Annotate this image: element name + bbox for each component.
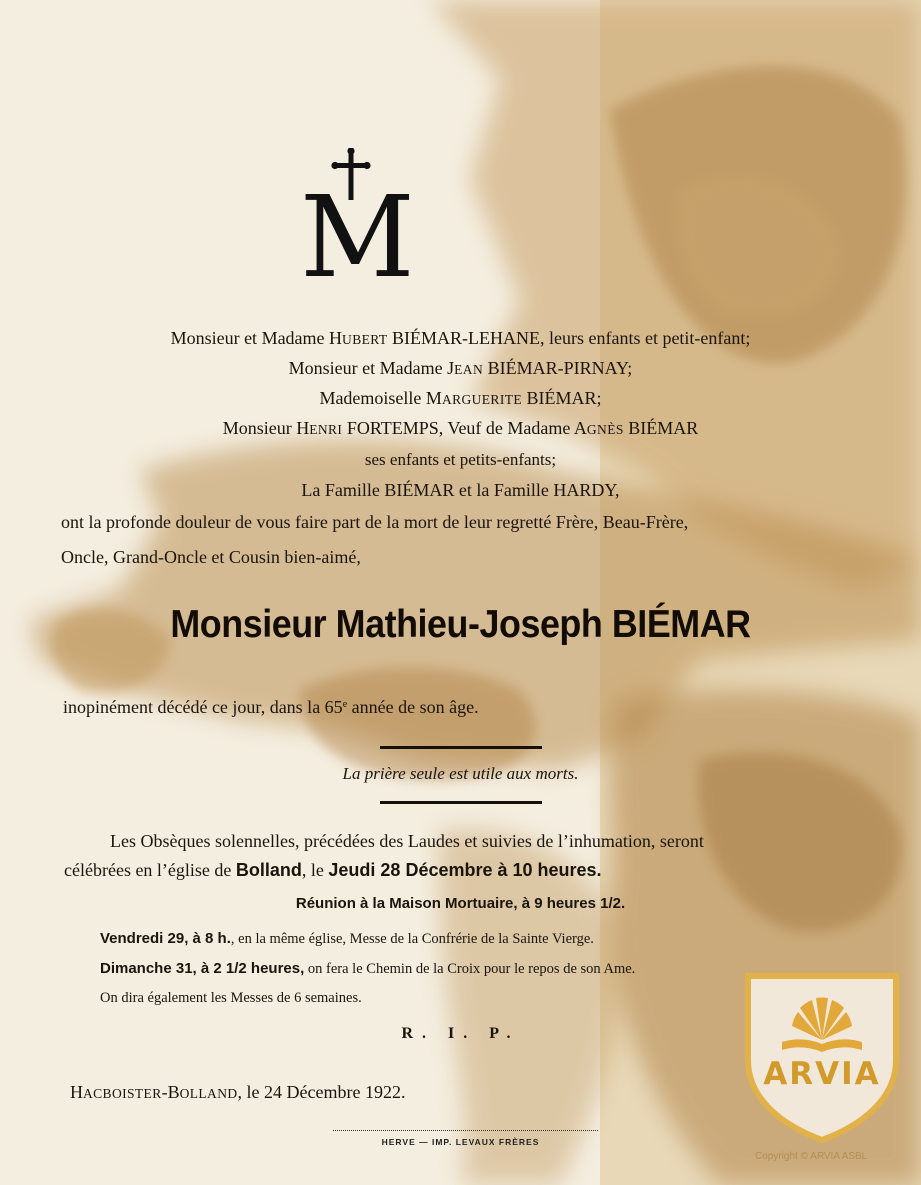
- family-line-4: Monsieur HENRI FORTEMPS, Veuf de Madame AGNÈS BIÉMAR: [222, 418, 699, 438]
- announcement-line-2: Oncle, Grand-Oncle et Cousin bien-aimé,: [61, 547, 361, 567]
- reunion-line: Réunion à la Maison Mortuaire, à 9 heures 1/2.: [295, 895, 626, 912]
- rule-top: [380, 746, 542, 749]
- monogram-letter: M: [300, 173, 415, 303]
- rule-bottom: [380, 801, 542, 804]
- funeral-line-1: Les Obsèques solennelles, précédées des Laudes et suivies de l’inhumation, seront: [110, 831, 704, 851]
- children-line: ses enfants et petits-enfants;: [364, 450, 557, 469]
- printer-divider: [333, 1130, 598, 1131]
- prayer-line: La prière seule est utile aux morts.: [342, 764, 579, 783]
- logo-text: ARVIA: [763, 1056, 881, 1092]
- funeral-line-2: célébrées en l’église de Bolland, le Jeudi 28 Décembre à 10 heures.: [64, 860, 602, 880]
- rip-line: R. I. P.: [401, 1025, 520, 1042]
- announcement-line-1: ont la profonde douleur de vous faire part de la mort de leur regretté Frère, Beau-Frère,: [61, 512, 689, 532]
- family-line-3: Mademoiselle MARGUERITE BIÉMAR;: [319, 388, 602, 408]
- arvia-logo: [742, 968, 902, 1144]
- friday-mass-line: Vendredi 29, à 8 h., en la même église, Messe de la Confrérie de la Sainte Vierge.: [100, 930, 594, 947]
- copyright-text: Copyright © ARVIA ASBL: [755, 1151, 868, 1162]
- families-line: La Famille BIÉMAR et la Famille HARDY,: [301, 480, 620, 500]
- monogram: [300, 148, 415, 303]
- place-date-line: HACBOISTER-BOLLAND, le 24 Décembre 1922.: [70, 1082, 406, 1102]
- family-line-1: Monsieur et Madame HUBERT BIÉMAR-LEHANE, leurs enfants et petit-enfant;: [170, 328, 751, 348]
- death-notice-line: inopinément décédé ce jour, dans la 65e année de son âge.: [63, 697, 479, 717]
- sunday-service-line: Dimanche 31, à 2 1/2 heures, on fera le Chemin de la Croix pour le repos de son Ame.: [100, 960, 636, 977]
- deceased-name: Monsieur Mathieu-Joseph BIÉMAR: [170, 603, 751, 646]
- printer-imprint: HERVE — IMP. LEVAUX FRÈRES: [381, 1137, 540, 1147]
- family-line-2: Monsieur et Madame JEAN BIÉMAR-PIRNAY;: [288, 358, 633, 378]
- masses-line: On dira également les Messes de 6 semaines.: [100, 990, 362, 1006]
